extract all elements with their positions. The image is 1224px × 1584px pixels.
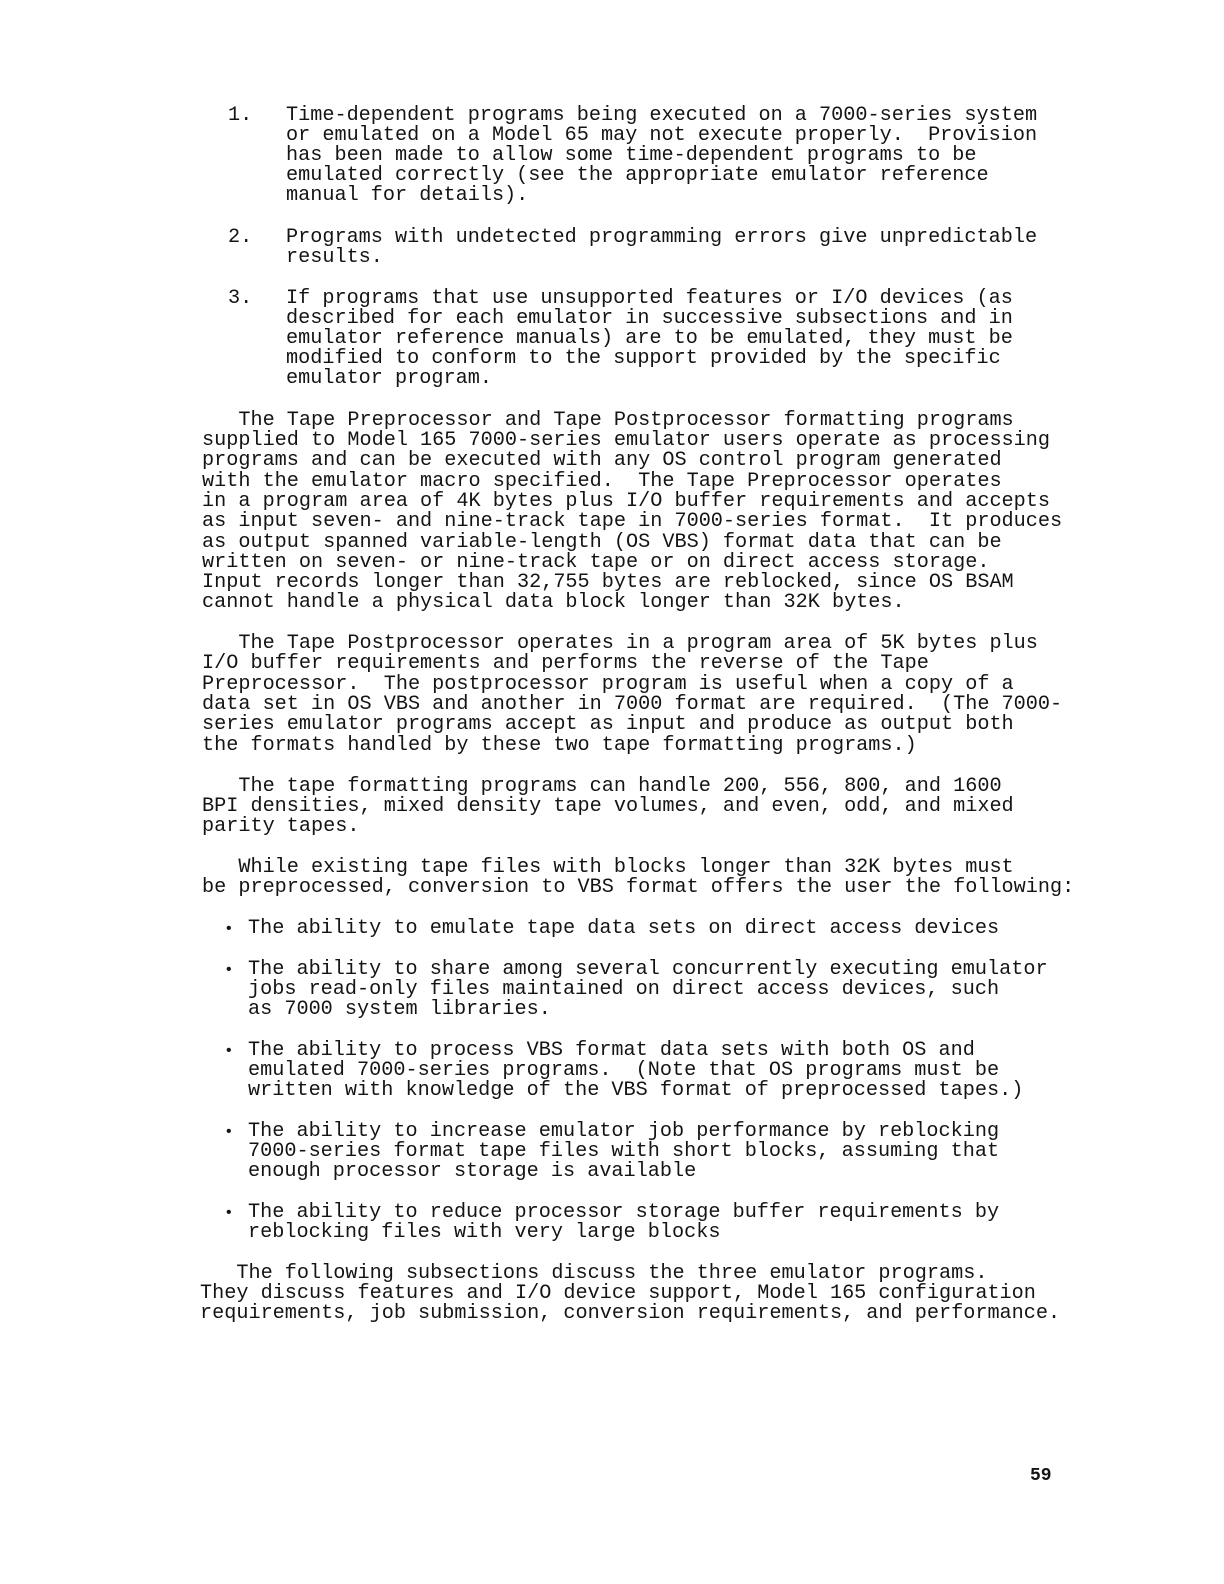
bullet-line: The ability to increase emulator job performance by reblocking: [248, 1120, 1000, 1143]
bullet-line: 7000-series format tape files with short blocks, assuming that: [248, 1140, 1000, 1163]
paragraph-line: as output spanned variable-length (OS VBS) format data that can be: [202, 531, 1002, 554]
list-line: Time-dependent programs being executed on a 7000-series system: [286, 104, 1038, 127]
bullet-line: reblocking files with very large blocks: [248, 1221, 721, 1244]
paragraph-line: The Tape Postprocessor operates in a program area of 5K bytes plus: [202, 632, 1038, 655]
bullet-line: The ability to share among several concurrently executing emulator: [248, 958, 1048, 981]
list-line: emulator program.: [286, 367, 492, 390]
list-number: 3.: [228, 287, 253, 310]
paragraph-line: requirements, job submission, conversion requirements, and performance.: [200, 1302, 1061, 1325]
paragraph-line: written on seven- or nine-track tape or on direct access storage.: [202, 551, 990, 574]
bullet-line: written with knowledge of the VBS format of preprocessed tapes.): [248, 1079, 1024, 1102]
list-number: 2.: [228, 226, 253, 249]
paragraph-line: series emulator programs accept as input and produce as output both: [202, 713, 1014, 736]
bullet-dot-icon: •: [224, 1042, 234, 1060]
bullet-line: as 7000 system libraries.: [248, 998, 551, 1021]
paragraph-line: the formats handled by these two tape formatting programs.): [202, 734, 917, 757]
paragraph-line: I/O buffer requirements and performs the reverse of the Tape: [202, 652, 929, 675]
list-line: or emulated on a Model 65 may not execute properly. Provision: [286, 124, 1038, 147]
bullet-dot-icon: •: [224, 961, 234, 979]
bullet-line: The ability to emulate tape data sets on direct access devices: [248, 917, 1000, 940]
list-line: emulated correctly (see the appropriate emulator reference: [286, 164, 989, 187]
list-line: Programs with undetected programming errors give unpredictable: [286, 226, 1038, 249]
paragraph-line: The tape formatting programs can handle 200, 556, 800, and 1600: [202, 775, 1002, 798]
list-line: manual for details).: [286, 184, 529, 207]
bullet-dot-icon: •: [224, 1123, 234, 1141]
bullet-line: emulated 7000-series programs. (Note that OS programs must be: [248, 1059, 1000, 1082]
bullet-line: The ability to reduce processor storage buffer requirements by: [248, 1201, 1000, 1224]
paragraph-line: programs and can be executed with any OS control program generated: [202, 449, 1002, 472]
paragraph-line: data set in OS VBS and another in 7000 format are required. (The 7000-: [202, 693, 1063, 716]
paragraph-line: While existing tape files with blocks longer than 32K bytes must: [202, 856, 1014, 879]
list-line: If programs that use unsupported features or I/O devices (as: [286, 287, 1013, 310]
paragraph-line: The Tape Preprocessor and Tape Postprocessor formatting programs: [202, 409, 1014, 432]
paragraph-line: Input records longer than 32,755 bytes are reblocked, since OS BSAM: [202, 571, 1014, 594]
paragraph-line: supplied to Model 165 7000-series emulator users operate as processing: [202, 429, 1051, 452]
paragraph-line: Preprocessor. The postprocessor program is useful when a copy of a: [202, 673, 1014, 696]
list-number: 1.: [228, 104, 253, 127]
bullet-line: jobs read-only files maintained on direct access devices, such: [248, 978, 1000, 1001]
list-line: modified to conform to the support provided by the specific: [286, 347, 1001, 370]
paragraph-line: cannot handle a physical data block longer than 32K bytes.: [202, 591, 905, 614]
paragraph-line: with the emulator macro specified. The Tape Preprocessor operates: [202, 470, 1002, 493]
list-line: has been made to allow some time-dependent programs to be: [286, 144, 977, 167]
bullet-dot-icon: •: [224, 1204, 234, 1222]
paragraph-line: The following subsections discuss the three emulator programs.: [200, 1262, 988, 1285]
bullet-line: enough processor storage is available: [248, 1160, 697, 1183]
page-number: 59: [1030, 1466, 1052, 1486]
paragraph-line: parity tapes.: [202, 815, 360, 838]
list-line: emulator reference manuals) are to be emulated, they must be: [286, 327, 1013, 350]
paragraph-line: BPI densities, mixed density tape volumes, and even, odd, and mixed: [202, 795, 1014, 818]
bullet-dot-icon: •: [224, 920, 234, 938]
paragraph-line: in a program area of 4K bytes plus I/O buffer requirements and accepts: [202, 490, 1051, 513]
paragraph-line: They discuss features and I/O device support, Model 165 configuration: [200, 1282, 1036, 1305]
list-line: results.: [286, 246, 383, 269]
paragraph-line: be preprocessed, conversion to VBS format offers the user the following:: [202, 876, 1075, 899]
list-line: described for each emulator in successive subsections and in: [286, 307, 1013, 330]
bullet-line: The ability to process VBS format data sets with both OS and: [248, 1039, 975, 1062]
paragraph-line: as input seven- and nine-track tape in 7000-series format. It produces: [202, 510, 1063, 533]
